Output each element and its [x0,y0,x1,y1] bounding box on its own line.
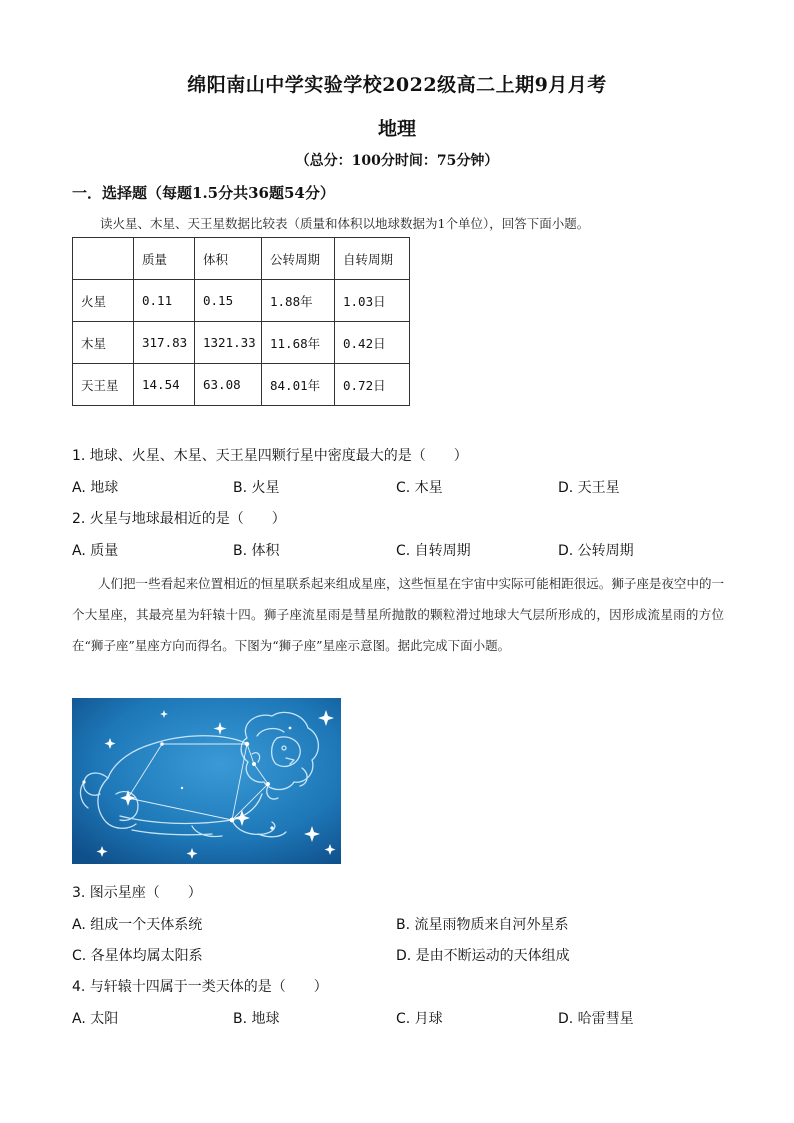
table-header-cell: 公转周期 [262,238,335,280]
table-row [73,364,410,406]
question-4-option-a[interactable]: A. 太阳 [72,1011,119,1027]
table-cell: 84.01年 [262,364,335,406]
question-1-option-c[interactable]: C. 木星 [396,480,443,496]
question-4-option-b[interactable]: B. 地球 [233,1011,280,1027]
table-cell: 火星 [73,280,134,322]
table-header-cell: 质量 [134,238,195,280]
question-1-option-d[interactable]: D. 天王星 [558,480,620,496]
exam-subject: 地理 [377,118,416,140]
leo-constellation-image [72,698,341,864]
question-3-option-a[interactable]: A. 组成一个天体系统 [72,917,203,933]
table-cell: 1321.33 [195,322,262,364]
table-cell: 0.11 [134,280,195,322]
table-row [73,322,410,364]
exam-info: （总分：100分时间：75分钟） [295,153,499,169]
table-header-cell: 自转周期 [335,238,410,280]
question-1-option-b[interactable]: B. 火星 [233,480,280,496]
question-1-option-a[interactable]: A. 地球 [72,480,119,496]
leo-passage: 人们把一些看起来位置相近的恒星联系起来组成星座，这些恒星在宇宙中实际可能相距很远。狮子座是夜空中的一个大星座，其最亮星为轩辕十四。狮子座流星雨是彗星所抛散的颗粒滑过地球大气层所形成的，因形成流星雨的方位在“狮子座”星座方向而得名。下图为“狮子座”星座示意图。据此完成下面小题。 [72,576,724,653]
question-4-option-d[interactable]: D. 哈雷彗星 [558,1011,634,1027]
table-cell: 木星 [73,322,134,364]
table-cell: 1.88年 [262,280,335,322]
question-4-stem: 4. 与轩辕十四属于一类天体的是（ ） [72,979,328,995]
table-cell: 317.83 [134,322,195,364]
table-cell: 0.72日 [335,364,410,406]
question-2-option-b[interactable]: B. 体积 [233,543,280,559]
exam-title: 绵阳南山中学实验学校2022级高二上期9月月考 [187,74,607,96]
table-cell: 11.68年 [262,322,335,364]
question-3-option-b[interactable]: B. 流星雨物质来自河外星系 [396,917,569,933]
question-2-stem: 2. 火星与地球最相近的是（ ） [72,511,286,527]
table-intro: 读火星、木星、天王星数据比较表（质量和体积以地球数据为1个单位），回答下面小题。 [100,216,590,231]
question-1-stem: 1. 地球、火星、木星、天王星四颗行星中密度最大的是（ ） [72,448,468,464]
question-3-option-d[interactable]: D. 是由不断运动的天体组成 [396,948,570,964]
table-cell: 0.15 [195,280,262,322]
question-3-stem: 3. 图示星座（ ） [72,885,202,901]
table-cell: 63.08 [195,364,262,406]
question-2-option-a[interactable]: A. 质量 [72,543,119,559]
table-header-cell: 体积 [195,238,262,280]
question-2-option-c[interactable]: C. 自转周期 [396,543,471,559]
table-cell: 天王星 [73,364,134,406]
question-2-option-d[interactable]: D. 公转周期 [558,543,634,559]
section-heading: 一．选择题（每题1.5分共36题54分） [72,184,335,202]
table-header-row [73,238,410,280]
question-3-option-c[interactable]: C. 各星体均属太阳系 [72,948,203,964]
table-cell: 0.42日 [335,322,410,364]
question-4-option-c[interactable]: C. 月球 [396,1011,443,1027]
table-row [73,280,410,322]
planet-data-table [72,237,410,406]
table-header-cell [73,238,134,280]
table-cell: 14.54 [134,364,195,406]
table-cell: 1.03日 [335,280,410,322]
